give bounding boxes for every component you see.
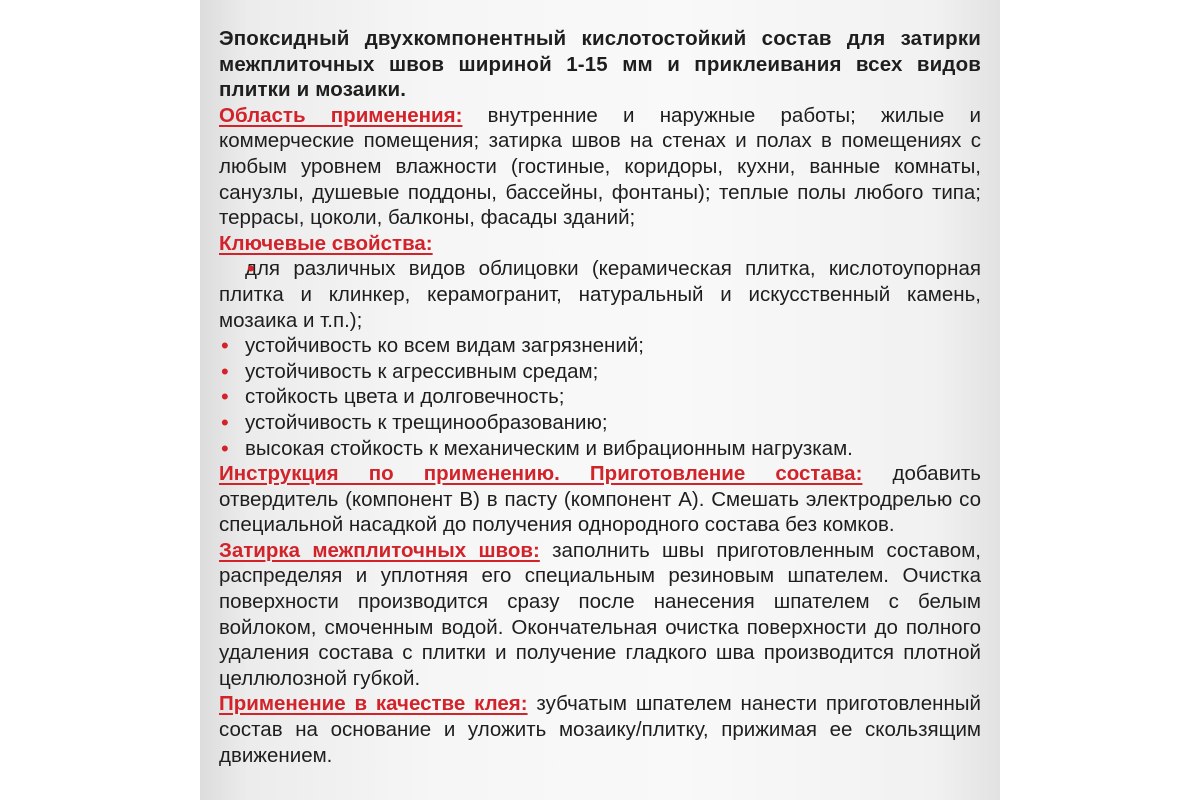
- adhesive-paragraph: [219, 691, 981, 768]
- list-item: • устойчивость к агрессивным средам;: [219, 359, 981, 385]
- grouting-text: заполнить швы приготовленным составом, распределяя и уплотняя его специальным резиновым шпателем. Очистка поверхности производится сразу после нанесения шпателем с белым войлоком, смоченным водой. Окончательная очистка поверхности до полного удаления состава с плитки и получение гладкого шва производится плотной целлюлозной губкой.: [219, 538, 981, 690]
- list-item: • устойчивость ко всем видам загрязнений;: [219, 333, 981, 359]
- list-item: • высокая стойкость к механическим и вибрационным нагрузкам.: [219, 436, 981, 462]
- adhesive-heading: Применение в качестве клея:: [219, 692, 528, 716]
- instructions-heading: Инструкция по применению. Приготовление состава:: [219, 462, 863, 486]
- list-item: • для различных видов облицовки (керамическая плитка, кислотоупорная плитка и клинкер, керамогранит, натуральный и искусственный камень, мозаика и т.п.);: [219, 256, 981, 333]
- list-item: • устойчивость к трещинообразованию;: [219, 410, 981, 436]
- properties-heading: Ключевые свойства:: [219, 231, 433, 255]
- grouting-paragraph: [219, 538, 981, 692]
- instructions-paragraph: [219, 461, 981, 538]
- adhesive-text: зубчатым шпателем нанести приготовленный состав на основание и уложить мозаику/плитку, прижимая ее скользящим движением.: [219, 692, 981, 767]
- properties-block: [219, 231, 981, 461]
- properties-heading-line: [219, 231, 981, 257]
- properties-list: [219, 256, 981, 461]
- application-text: внутренние и наружные работы; жилые и коммерческие помещения; затирка швов на стенах и полах в помещениях с любым уровнем влажности (гостиные, коридоры, кухни, ванные комнаты, санузлы, душевые поддоны, бассейны, фонтаны); теплые полы любого типа; террасы, цоколи, балконы, фасады зданий;: [219, 103, 982, 230]
- intro-paragraph: Эпоксидный двухкомпонентный кислотостойкий состав для затирки межплиточных швов шириной 1-15 мм и приклеивания всех видов плитки и мозаики.: [219, 27, 981, 102]
- application-heading: Область применения:: [219, 103, 463, 127]
- instructions-text: добавить отвердитель (компонент В) в пасту (компонент А). Смешать электродрелью со специальной насадкой до получения однородного состава без комков.: [219, 462, 981, 537]
- document-content: [219, 26, 981, 768]
- document-panel: [200, 0, 1000, 800]
- application-paragraph: [219, 103, 981, 231]
- list-item: • стойкость цвета и долговечность;: [219, 384, 981, 410]
- grouting-heading: Затирка межплиточных швов:: [219, 538, 540, 562]
